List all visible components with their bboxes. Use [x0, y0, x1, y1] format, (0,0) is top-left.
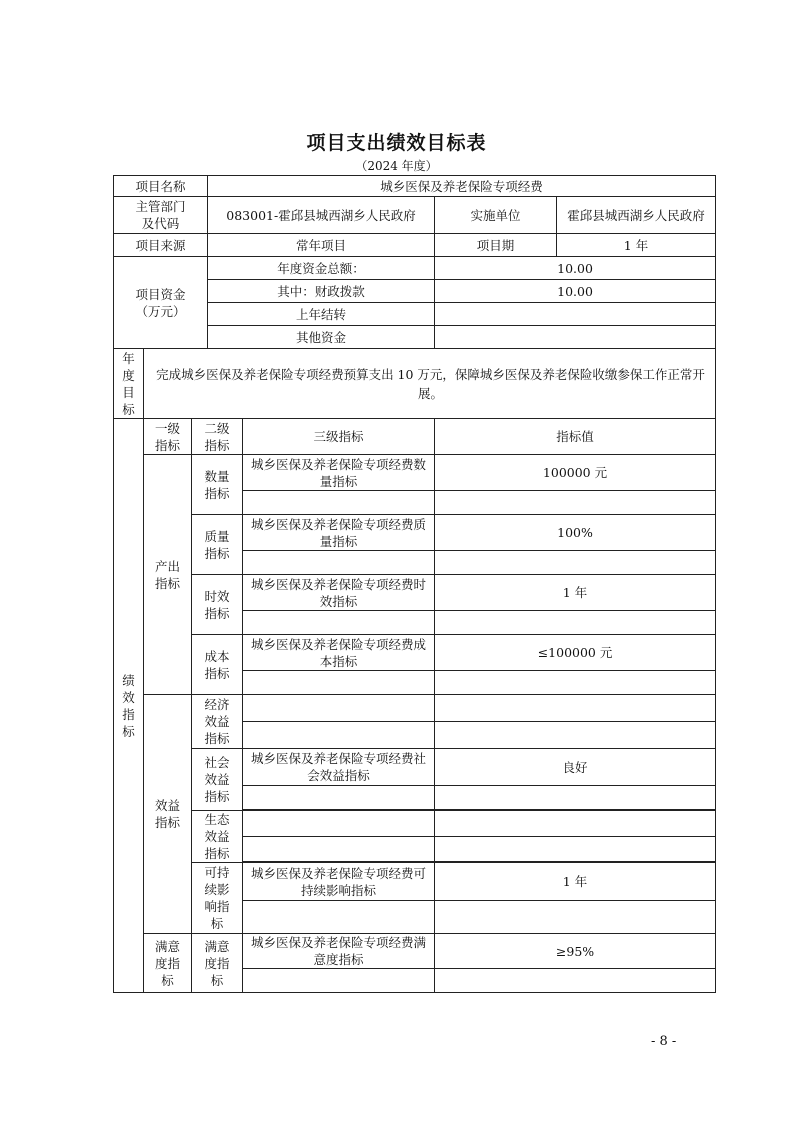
funds-label: 项目资金 （万元）: [114, 257, 208, 349]
sustainable-indicator-value: 1 年: [435, 863, 716, 901]
social-empty-value-1: [435, 786, 716, 810]
sustainable-indicator-name: 城乡医保及养老保险专项经费可持续影响指标: [243, 863, 435, 901]
level2-header: 二级 指标: [192, 419, 243, 455]
economic-indicator-value: [435, 695, 716, 722]
economic-empty-value: [435, 722, 716, 749]
timeliness-indicator-name: 城乡医保及养老保险专项经费时效指标: [243, 575, 435, 611]
quantity-indicator-value: 100000 元: [435, 455, 716, 491]
satisfaction-indicator-value: ≥95%: [435, 934, 716, 969]
economic-indicator-label: 经济 效益 指标: [192, 695, 243, 749]
source-value: 常年项目: [208, 234, 435, 257]
satisfaction-indicators-label: 满意 度指 标: [144, 934, 192, 993]
level1-header: 一级 指标: [144, 419, 192, 455]
output-indicators-label: 产出 指标: [144, 455, 192, 695]
fund-carryover-value: [435, 303, 716, 326]
cost-empty-value: [435, 671, 716, 695]
quality-empty-value: [435, 551, 716, 575]
page-title: 项目支出绩效目标表: [306, 132, 487, 154]
social-indicator-name: 城乡医保及养老保险专项经费社会效益指标: [243, 749, 435, 786]
period-label: 项目期: [435, 234, 557, 257]
cost-indicator-label: 成本 指标: [192, 635, 243, 695]
ecological-indicator-label: 生态 效益 指标: [192, 811, 243, 863]
quantity-indicator-label: 数量 指标: [192, 455, 243, 515]
quantity-empty-value: [435, 491, 716, 515]
sustainable-empty-indicator: [243, 901, 435, 934]
impl-unit-label: 实施单位: [435, 197, 557, 234]
dept-label: 主管部门 及代码: [114, 197, 208, 234]
page-number: - 8 -: [651, 1034, 677, 1049]
cost-empty-indicator: [243, 671, 435, 695]
quantity-indicator-name: 城乡医保及养老保险专项经费数量指标: [243, 455, 435, 491]
sustainable-indicator-label: 可持 续影 响指 标: [192, 863, 243, 934]
quality-indicator-label: 质量 指标: [192, 515, 243, 575]
economic-empty-indicator: [243, 722, 435, 749]
benefit-indicators-label: 效益 指标: [144, 695, 192, 934]
satisfaction-indicator-name: 城乡医保及养老保险专项经费满意度指标: [243, 934, 435, 969]
annual-goal-text: 完成城乡医保及养老保险专项经费预算支出 10 万元，保障城乡医保及养老保险收缴参保工作正常开展。: [144, 349, 716, 419]
timeliness-indicator-label: 时效 指标: [192, 575, 243, 635]
cost-indicator-value: ≤100000 元: [435, 635, 716, 671]
dept-value: 083001-霍邱县城西湖乡人民政府: [208, 197, 435, 234]
satisfaction-empty-indicator: [243, 969, 435, 993]
ecological-indicator-value: [435, 811, 716, 837]
satisfaction-empty-value: [435, 969, 716, 993]
social-indicator-value: 良好: [435, 749, 716, 786]
satisfaction-indicator-label: 满意 度指 标: [192, 934, 243, 993]
fund-fiscal-value: 10.00: [435, 280, 716, 303]
quantity-empty-indicator: [243, 491, 435, 515]
annual-goal-label: 年 度 目 标: [114, 349, 144, 419]
period-value: 1 年: [557, 234, 716, 257]
quality-empty-indicator: [243, 551, 435, 575]
source-label: 项目来源: [114, 234, 208, 257]
ecological-indicator-name: [243, 811, 435, 837]
level3-header: 三级指标: [243, 419, 435, 455]
fund-total-label: 年度资金总额：: [208, 257, 435, 280]
project-name-label: 项目名称: [114, 176, 208, 197]
sustainable-empty-value: [435, 901, 716, 934]
indicator-value-header: 指标值: [435, 419, 716, 455]
fund-carryover-label: 上年结转: [208, 303, 435, 326]
page-subtitle: （2024 年度）: [355, 159, 438, 173]
social-indicator-label: 社会 效益 指标: [192, 749, 243, 811]
fund-other-value: [435, 326, 716, 349]
fund-other-label: 其他资金: [208, 326, 435, 349]
social-empty-indicator-1: [243, 786, 435, 810]
project-name-value: 城乡医保及养老保险专项经费: [208, 176, 716, 197]
performance-indicators-label: 绩 效 指 标: [114, 419, 144, 993]
ecological-empty-value-1: [435, 837, 716, 862]
economic-indicator-name: [243, 695, 435, 722]
fund-total-value: 10.00: [435, 257, 716, 280]
ecological-empty-indicator-1: [243, 837, 435, 862]
cost-indicator-name: 城乡医保及养老保险专项经费成本指标: [243, 635, 435, 671]
timeliness-empty-value: [435, 611, 716, 635]
quality-indicator-value: 100%: [435, 515, 716, 551]
fund-fiscal-label: 其中：财政拨款: [208, 280, 435, 303]
timeliness-indicator-value: 1 年: [435, 575, 716, 611]
timeliness-empty-indicator: [243, 611, 435, 635]
impl-unit-value: 霍邱县城西湖乡人民政府: [557, 197, 716, 234]
performance-target-table: [113, 175, 716, 993]
quality-indicator-name: 城乡医保及养老保险专项经费质量指标: [243, 515, 435, 551]
